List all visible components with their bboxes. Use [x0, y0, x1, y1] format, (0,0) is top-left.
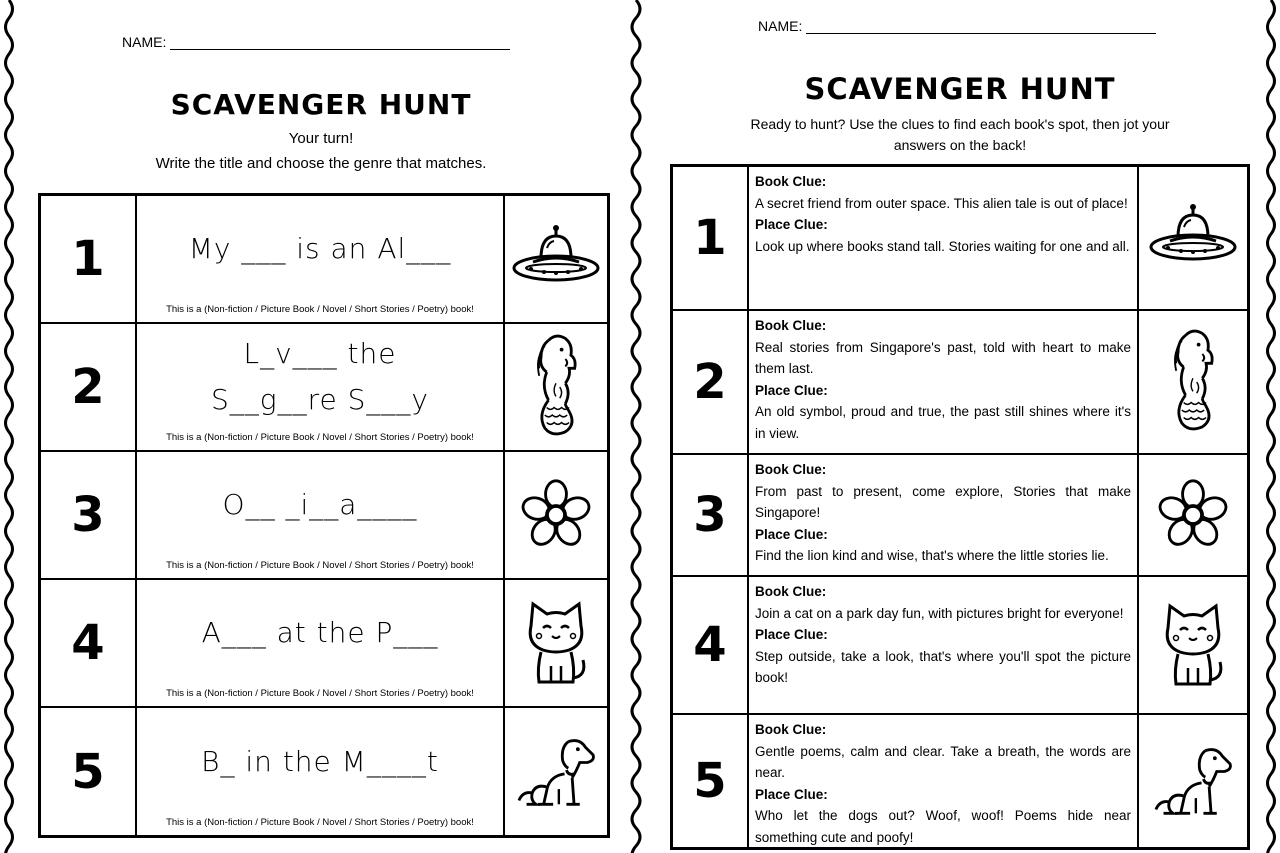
subtitle-line-2: answers on the back!	[893, 137, 1027, 153]
book-clue-label: Book Clue:	[755, 584, 827, 599]
row-number: 3	[41, 452, 137, 578]
row-number: 1	[41, 196, 137, 322]
name-label: NAME:	[758, 18, 803, 34]
title-clue-cell[interactable]	[137, 324, 505, 450]
title-clue-cell[interactable]	[137, 580, 505, 706]
row-number: 1	[673, 167, 749, 309]
genre-choice-text[interactable]: This is a (Non-fiction / Picture Book / Novel / Short Stories / Poetry) book!	[166, 304, 474, 315]
book-clue-text: Real stories from Singapore's past, told with heart to make them last.	[755, 339, 1131, 376]
left-wavy-border	[0, 0, 18, 853]
row-number: 4	[41, 580, 137, 706]
table-row	[673, 577, 1247, 715]
genre-choice-text[interactable]: This is a (Non-fiction / Picture Book / Novel / Short Stories / Poetry) book!	[166, 817, 474, 828]
title-genre-table	[38, 193, 610, 838]
book-clue-text: From past to present, come explore, Stories that make Singapore!	[755, 483, 1131, 520]
name-field[interactable]	[122, 34, 510, 50]
book-clue-text: Gentle poems, calm and clear. Take a breath, the words are near.	[755, 743, 1131, 780]
cat-icon	[1139, 577, 1247, 713]
book-clue-label: Book Clue:	[755, 318, 827, 333]
subtitle-line-2: Write the title and choose the genre that matches.	[155, 155, 487, 172]
title-clue-line: L_v___ the	[243, 337, 397, 370]
place-clue-label: Place Clue:	[755, 217, 828, 232]
name-line-rule[interactable]	[170, 35, 510, 50]
genre-choice-text[interactable]: This is a (Non-fiction / Picture Book / Novel / Short Stories / Poetry) book!	[166, 432, 474, 443]
name-label: NAME:	[122, 34, 167, 50]
ufo-icon	[505, 196, 607, 322]
clue-cell	[749, 577, 1139, 713]
book-clue-label: Book Clue:	[755, 722, 827, 737]
merlion-icon	[1139, 311, 1247, 453]
title-clue-cell[interactable]	[137, 196, 505, 322]
title-clue-line: B_ in the M____t	[201, 744, 439, 778]
row-number: 4	[673, 577, 749, 713]
table-row	[41, 324, 607, 452]
table-row	[41, 708, 607, 835]
table-row	[673, 715, 1247, 847]
book-clue-text: A secret friend from outer space. This alien tale is out of place!	[755, 195, 1128, 211]
genre-choice-text[interactable]: This is a (Non-fiction / Picture Book / Novel / Short Stories / Poetry) book!	[166, 560, 474, 571]
place-clue-label: Place Clue:	[755, 526, 828, 542]
row-number: 2	[673, 311, 749, 453]
name-line-rule[interactable]	[806, 19, 1156, 34]
row-number: 5	[41, 708, 137, 835]
dog-icon	[1139, 715, 1247, 847]
table-row	[673, 455, 1247, 577]
genre-choice-text[interactable]: This is a (Non-fiction / Picture Book / Novel / Short Stories / Poetry) book!	[166, 688, 474, 699]
title-clue-line-2: S__g__re S___y	[211, 383, 429, 416]
clue-cell	[749, 455, 1139, 575]
cat-icon	[505, 580, 607, 706]
page-title: SCAVENGER HUNT	[170, 88, 472, 121]
row-number: 3	[673, 455, 749, 575]
title-clue-line: My ___ is an Al___	[188, 232, 452, 265]
place-clue-text: Who let the dogs out? Woof, woof! Poems hide near something cute and poofy!	[755, 808, 1131, 845]
table-row	[41, 580, 607, 708]
row-number: 2	[41, 324, 137, 450]
ufo-icon	[1139, 167, 1247, 309]
place-clue-label: Place Clue:	[755, 627, 828, 642]
clue-cell	[749, 167, 1139, 309]
worksheet-left	[22, 0, 620, 853]
subtitle-line-1: Your turn!	[288, 130, 354, 147]
table-row	[673, 311, 1247, 455]
place-clue-text: Step outside, take a look, that's where you'll spot the picture book!	[755, 648, 1131, 685]
clue-cell	[749, 715, 1139, 847]
place-clue-label: Place Clue:	[755, 786, 828, 802]
flower-icon	[1139, 455, 1247, 575]
book-clue-text: Join a cat on a park day fun, with pictures bright for everyone!	[755, 605, 1124, 621]
subtitle-line-1: Ready to hunt? Use the clues to find each book's spot, then jot your	[750, 116, 1170, 132]
place-clue-text: An old symbol, proud and true, the past still shines where it's in view.	[755, 404, 1131, 441]
clue-table	[670, 164, 1250, 850]
place-clue-label: Place Clue:	[755, 382, 828, 398]
flower-icon	[505, 452, 607, 578]
table-row	[673, 167, 1247, 311]
clue-cell	[749, 311, 1139, 453]
title-clue-cell[interactable]	[137, 452, 505, 578]
place-clue-text: Look up where books stand tall. Stories waiting for one and all.	[755, 238, 1130, 254]
merlion-icon	[505, 324, 607, 450]
center-wavy-border	[626, 0, 646, 853]
book-clue-label: Book Clue:	[755, 462, 827, 477]
row-number: 5	[673, 715, 749, 847]
dog-icon	[505, 708, 607, 835]
worksheet-right	[650, 0, 1270, 853]
title-clue-line: O__ _i__a____	[222, 488, 418, 521]
table-row	[41, 196, 607, 324]
name-field[interactable]	[758, 18, 1156, 34]
place-clue-text: Find the lion kind and wise, that's where the little stories lie.	[755, 548, 1109, 563]
title-clue-line: A___ at the P___	[201, 616, 439, 649]
title-clue-cell[interactable]	[137, 708, 505, 835]
page-title: SCAVENGER HUNT	[804, 72, 1116, 106]
book-clue-label: Book Clue:	[755, 174, 827, 189]
table-row	[41, 452, 607, 580]
